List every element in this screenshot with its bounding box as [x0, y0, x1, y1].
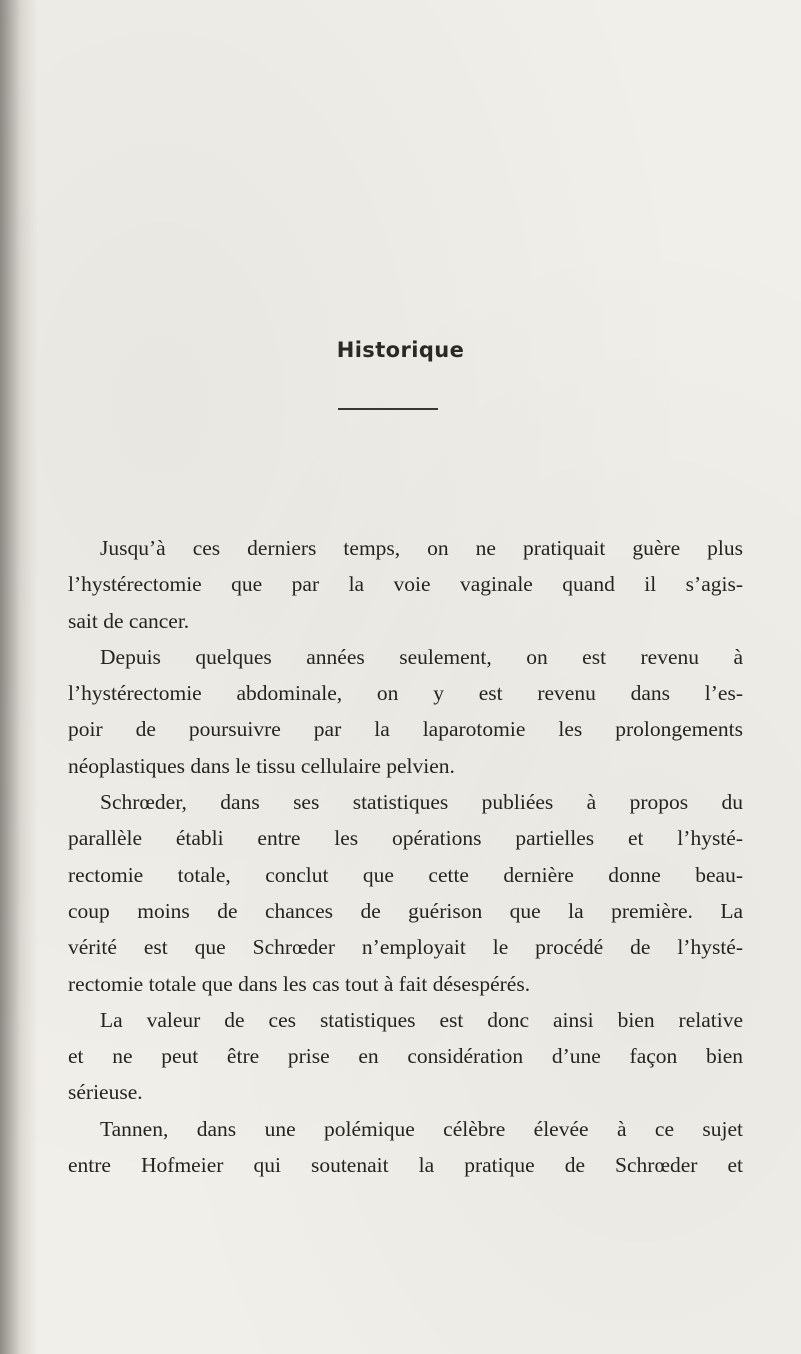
- text-line: entre Hofmeier qui soutenait la pratique de Schrœder et: [68, 1153, 743, 1178]
- page-title: Historique: [336, 338, 465, 362]
- text-line: parallèle établi entre les opérations partielles et l’hysté-: [68, 826, 743, 851]
- text-line: l’hystérectomie abdominale, on y est revenu dans l’es-: [68, 681, 743, 706]
- text-line: et ne peut être prise en considération d’une façon bien: [68, 1044, 743, 1069]
- body-text: [68, 530, 743, 1183]
- text-line: rectomie totale que dans les cas tout à fait désespérés.: [68, 971, 531, 996]
- text-line: Depuis quelques années seulement, on est revenu à: [100, 644, 743, 669]
- text-line: l’hystérectomie que par la voie vaginale quand il s’agis-: [68, 572, 743, 597]
- title-rule: [338, 408, 438, 410]
- text-line: vérité est que Schrœder n’employait le procédé de l’hysté-: [68, 935, 743, 960]
- text-line: poir de poursuivre par la laparotomie les prolongements: [68, 717, 743, 742]
- text-line: La valeur de ces statistiques est donc ainsi bien relative: [100, 1007, 743, 1032]
- page-edge-shadow: [0, 0, 38, 1354]
- text-line: coup moins de chances de guérison que la première. La: [68, 898, 743, 923]
- text-line: sait de cancer.: [68, 608, 190, 633]
- text-line: sérieuse.: [68, 1080, 143, 1105]
- text-line: Jusqu’à ces derniers temps, on ne pratiquait guère plus: [100, 536, 743, 560]
- text-line: néoplastiques dans le tissu cellulaire pelvien.: [68, 753, 455, 778]
- text-line: rectomie totale, conclut que cette dernière donne beau-: [68, 862, 743, 887]
- text-line: Tannen, dans une polémique célèbre élevée à ce sujet: [100, 1116, 743, 1141]
- text-line: Schrœder, dans ses statistiques publiées à propos du: [100, 790, 743, 815]
